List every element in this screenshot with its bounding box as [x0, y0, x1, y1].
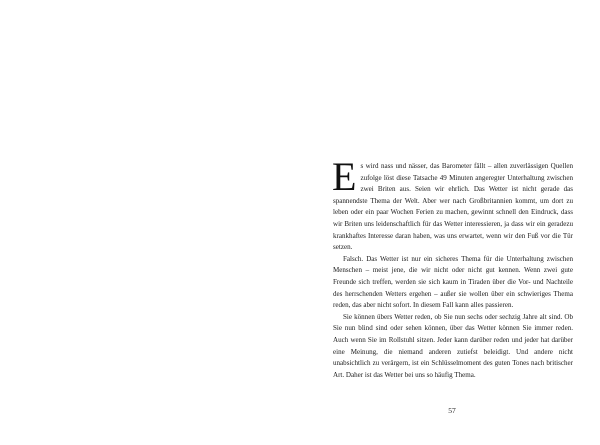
paragraph-2: Falsch. Das Wetter ist nur ein sicheres Thema für die Unterhaltung zwischen Menschen – meist jene, die wir nicht oder nicht gut kennen. Wenn zwei gute Freunde sich treffen, werden sie sich kaum in Tiraden über die Vor- und Nachteile des herrschenden Wetters ergehen – außer sie wollen über ein schwieriges Thema reden, das aber nicht sofort. In diesem Fall kann alles passieren.: [333, 254, 573, 310]
right-page: [300, 0, 600, 445]
paragraph-3: Sie können übers Wetter reden, ob Sie nun sechs oder sechzig Jahre alt sind. Ob Sie nun blind sind oder sehen können, über das Wetter können Sie immer reden. Auch wenn Sie im Rollstuhl sitzen. Jeder kann darüber reden und jeder hat darüber eine Meinung, die niemand anderen zutiefst beleidigt. Und andere nicht unabsichtlich zu verärgern, ist ein Schlüsselmoment des guten Tones nach britischer Art. Daher ist das Wetter bei uns so häufig Thema.: [333, 312, 573, 379]
drop-cap: E: [332, 154, 357, 199]
page-number: 57: [448, 406, 456, 415]
paragraph-1-text: s wird nass und nässer, das Barometer fällt – allen zuverlässigen Quellen zufolge löst diese Tatsache 49 Minuten angeregter Unterhaltung zwischen zwei Briten aus. Seien wir ehrlich. Das Wetter ist nicht gerade das spannendste Thema der Welt. Aber wer nach Großbritannien kommt, um dort zu leben oder ein paar Wochen Ferien zu machen, gewinnt schnell den Eindruck, dass wir Briten uns leidenschaftlich für das Wetter interessieren, ja dass wir ein geradezu krankhaftes Interesse daran haben, was uns erwartet, wenn wir den Fuß vor die Tür setzen.: [333, 162, 573, 252]
paragraph-1: [332, 154, 573, 254]
body-text: [332, 154, 573, 381]
